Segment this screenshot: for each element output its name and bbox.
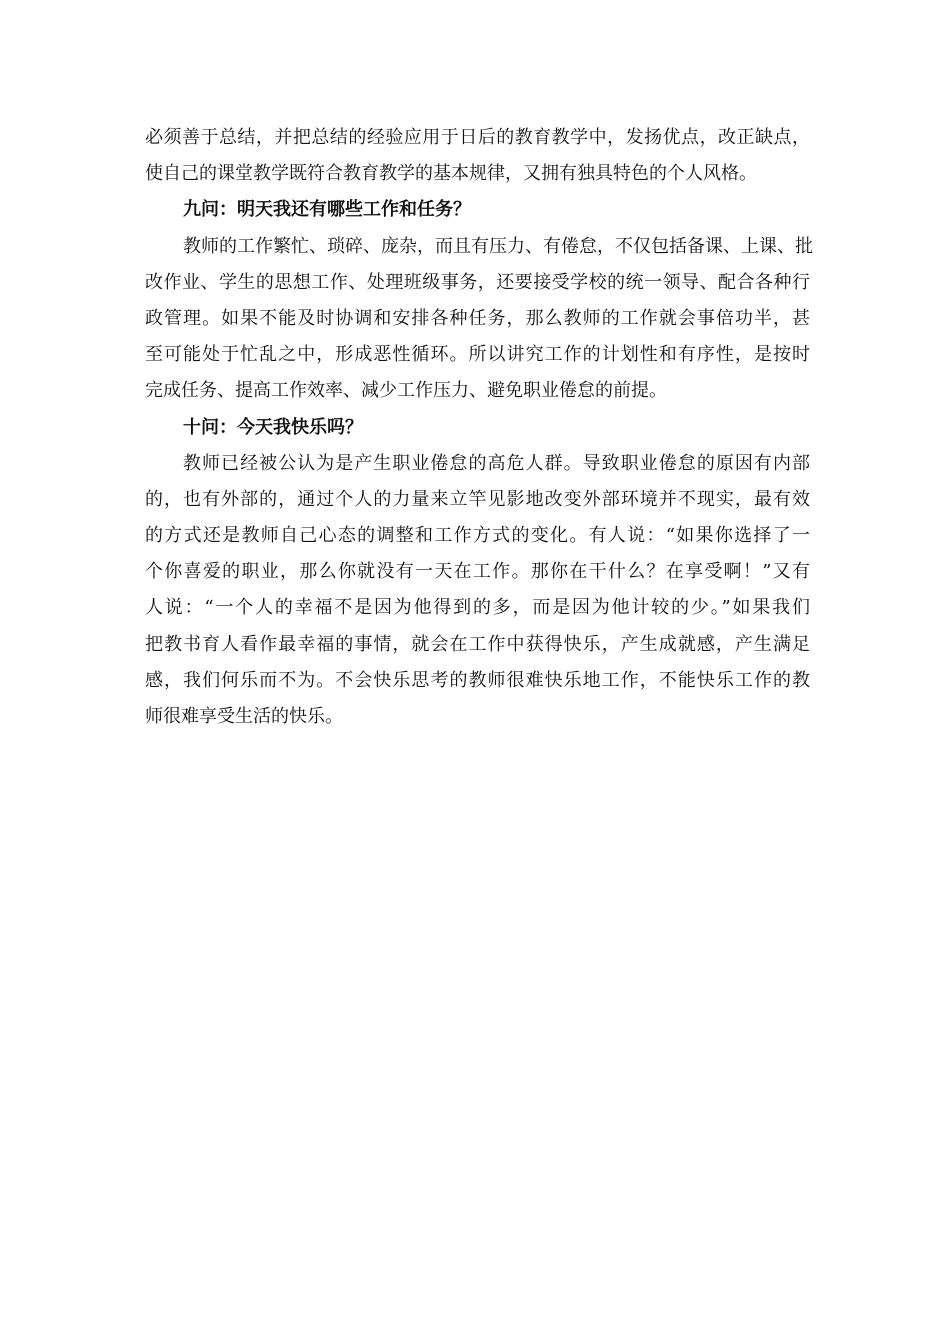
body-text-line: 改作业、学生的思想工作、处理班级事务，还要接受学校的统一领导、配合各种行 [145, 271, 810, 293]
document-body [145, 120, 813, 735]
section-heading-9: 九问：明天我还有哪些工作和任务？ [183, 199, 471, 221]
body-text-line: 感，我们何乐而不为。不会快乐思考的教师很难快乐地工作，不能快乐工作的教 [145, 669, 810, 691]
body-text-line: 人说：“一个人的幸福不是因为他得到的多，而是因为他计较的少。”如果我们 [145, 597, 810, 619]
body-text-line: 使自己的课堂教学既符合教育教学的基本规律，又拥有独具特色的个人风格。 [145, 163, 757, 185]
body-text-line: 教师已经被公认为是产生职业倦怠的高危人群。导致职业倦怠的原因有内部 [183, 452, 810, 474]
body-text-line: 个你喜爱的职业，那么你就没有一天在工作。那你在干什么？在享受啊！”又有 [145, 561, 810, 583]
body-text-line: 师很难享受生活的快乐。 [145, 706, 343, 727]
body-text-line: 把教书育人看作最幸福的事情，就会在工作中获得快乐，产生成就感，产生满足 [145, 633, 810, 655]
body-text-line: 的，也有外部的，通过个人的力量来立竿见影地改变外部环境并不现实，最有效 [145, 488, 810, 510]
body-text-line: 的方式还是教师自己心态的调整和工作方式的变化。有人说：“如果你选择了一 [145, 525, 810, 547]
body-text-line: 教师的工作繁忙、琐碎、庞杂，而且有压力、有倦怠，不仅包括备课、上课、批 [183, 235, 813, 257]
section-heading-10: 十问：今天我快乐吗？ [183, 416, 363, 438]
body-text-line: 至可能处于忙乱之中，形成恶性循环。所以讲究工作的计划性和有序性，是按时 [145, 344, 810, 366]
body-text-line: 政管理。如果不能及时协调和安排各种任务，那么教师的工作就会事倍功半，甚 [145, 307, 810, 329]
body-text-line: 完成任务、提高工作效率、减少工作压力、避免职业倦怠的前提。 [145, 380, 667, 402]
body-text-line: 必须善于总结，并把总结的经验应用于日后的教育教学中，发扬优点，改正缺点， [145, 127, 810, 148]
